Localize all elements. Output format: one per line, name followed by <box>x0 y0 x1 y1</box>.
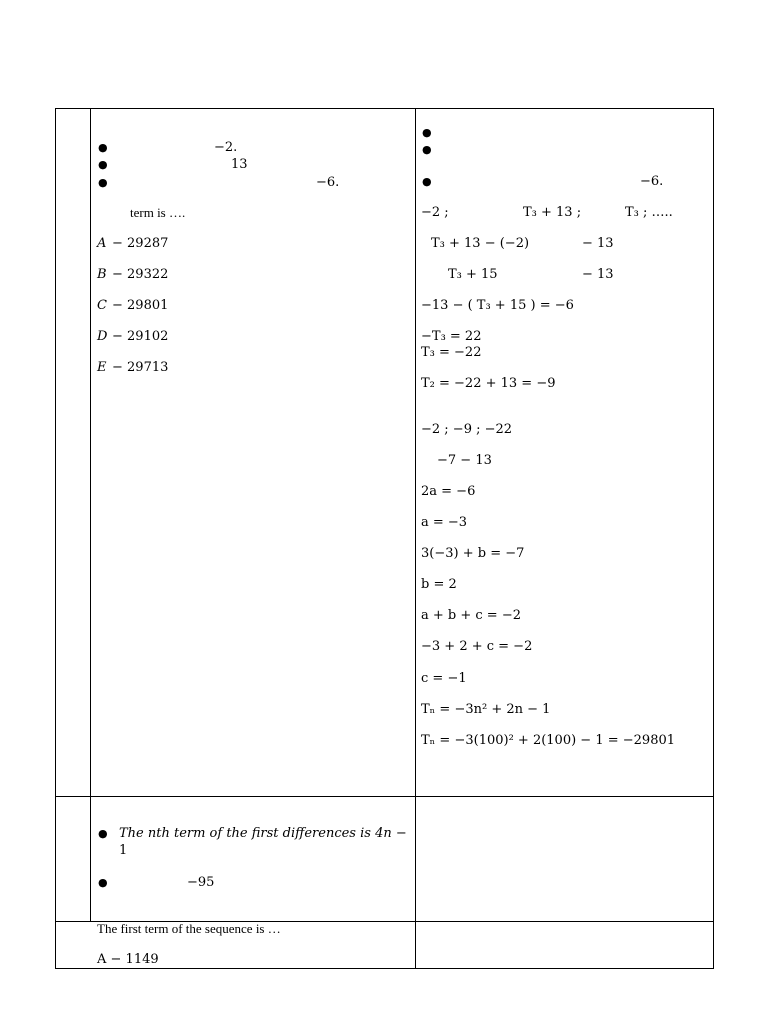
table-top-border <box>55 108 714 109</box>
s1-step: a = −3 <box>421 515 468 530</box>
s1-step: T₃ = −22 <box>421 345 482 360</box>
s1-step: 3(−3) + b = −7 <box>421 546 525 561</box>
q1-stem: term is …. <box>130 205 186 220</box>
option-letter: C <box>97 298 107 313</box>
option-letter: B <box>97 267 107 282</box>
s1-step: T₂ = −22 + 13 = −9 <box>421 376 556 391</box>
table-left-border <box>55 108 56 969</box>
column-divider-1 <box>90 108 91 922</box>
q1-bullet-2-value: 13 <box>231 157 248 172</box>
bullet-icon: ● <box>422 175 432 188</box>
s1-diff2-right: − 13 <box>582 267 614 282</box>
option-value: − 29713 <box>112 360 169 375</box>
s1-step: −3 + 2 + c = −2 <box>421 639 533 654</box>
s1-step: Tₙ = −3(100)² + 2(100) − 1 = −29801 <box>421 733 676 748</box>
bullet-icon: ● <box>422 143 432 156</box>
s1-diff1-right: − 13 <box>582 236 614 251</box>
s1-diff2-left: T₃ + 15 <box>448 267 498 282</box>
s1-diff1-left: T₃ + 13 − (−2) <box>431 236 530 251</box>
s1-term-2: T₃ + 13 ; <box>523 205 582 220</box>
option-value: − 29287 <box>112 236 169 251</box>
s1-term-3: T₃ ; ….. <box>625 205 673 220</box>
option-letter: A <box>97 236 107 251</box>
s1-bullet-value: −6. <box>640 174 664 189</box>
bullet-icon: ● <box>98 827 108 840</box>
option-letter: E <box>97 360 107 375</box>
s1-step: −13 − ( T₃ + 15 ) = −6 <box>421 298 574 313</box>
option-value: − 29801 <box>112 298 169 313</box>
s1-step: −7 − 13 <box>437 453 492 468</box>
q3-option-a: A − 1149 <box>97 952 159 967</box>
s1-step: −T₃ = 22 <box>421 329 482 344</box>
s1-step: −2 ; −9 ; −22 <box>421 422 513 437</box>
option-value: − 29322 <box>112 267 169 282</box>
s1-step: b = 2 <box>421 577 457 592</box>
s1-step: a + b + c = −2 <box>421 608 521 623</box>
bullet-icon: ● <box>98 176 108 189</box>
bullet-icon: ● <box>98 158 108 171</box>
table-bottom-border <box>55 968 714 969</box>
bullet-icon: ● <box>98 876 108 889</box>
s1-step: 2a = −6 <box>421 484 476 499</box>
s1-step: Tₙ = −3n² + 2n − 1 <box>421 702 551 717</box>
option-value: − 29102 <box>112 329 169 344</box>
option-letter: D <box>97 329 108 344</box>
q1-bullet-1-value: −2. <box>214 140 238 155</box>
s1-step: c = −1 <box>421 671 467 686</box>
column-divider-2 <box>415 108 416 969</box>
s1-term-1: −2 ; <box>421 205 449 220</box>
q2-bullet-1-line2: 1 <box>119 843 128 858</box>
bullet-icon: ● <box>98 141 108 154</box>
table-right-border <box>713 108 714 969</box>
q1-bullet-3-value: −6. <box>316 175 340 190</box>
q2-bullet-2-value: −95 <box>187 875 215 890</box>
bullet-icon: ● <box>422 126 432 139</box>
q3-stem: The first term of the sequence is … <box>97 921 281 936</box>
q2-bullet-1-line1: The nth term of the first differences is 4n − <box>119 826 407 841</box>
row-divider-1 <box>55 796 714 797</box>
